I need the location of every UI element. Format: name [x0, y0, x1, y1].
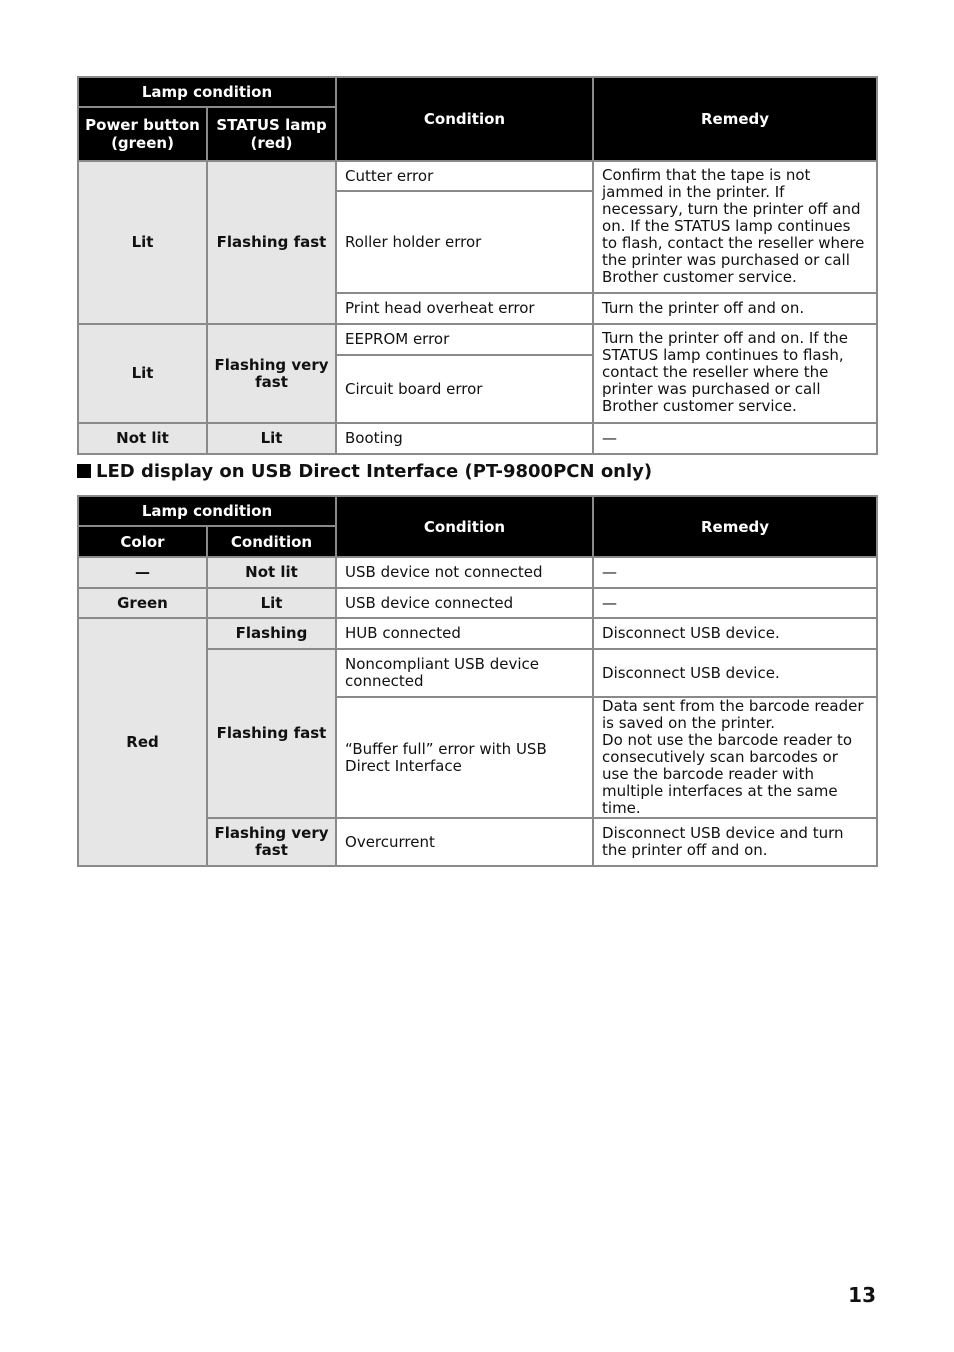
color-cell: Red: [78, 618, 207, 866]
usb-led-table: [77, 495, 878, 867]
section-heading: [77, 460, 652, 484]
remedy-cell: Confirm that the tape is not jammed in the printer. If necessary, turn the printer off and on. If the STATUS lamp continues to flash, contact the reseller where the printer was purchased or call Brother customer service.: [593, 161, 877, 293]
lamp-condition-header: Lamp condition: [78, 496, 336, 526]
remedy-header: Remedy: [593, 496, 877, 557]
remedy-cell: Disconnect USB device and turn the printer off and on.: [593, 818, 877, 866]
remedy-cell: Disconnect USB device.: [593, 618, 877, 649]
color-cell: —: [78, 557, 207, 588]
condition-header: Condition: [336, 77, 593, 161]
table-row: [78, 618, 877, 649]
condition-cell: Circuit board error: [336, 355, 593, 423]
power-lamp-cell: Lit: [78, 161, 207, 324]
condition-cell: Noncompliant USB device connected: [336, 649, 593, 697]
lamp-state-cell: Flashing: [207, 618, 336, 649]
lamp-condition-header: Lamp condition: [78, 77, 336, 107]
condition-cell: USB device not connected: [336, 557, 593, 588]
table-row: [78, 161, 877, 191]
lamp-state-header: Condition: [207, 526, 336, 557]
lamp-state-cell: Not lit: [207, 557, 336, 588]
status-lamp-cell: Lit: [207, 423, 336, 454]
condition-cell: Cutter error: [336, 161, 593, 191]
condition-cell: HUB connected: [336, 618, 593, 649]
table-row: [78, 423, 877, 454]
table-row: [78, 557, 877, 588]
power-lamp-cell: Not lit: [78, 423, 207, 454]
status-lamp-cell: Flashing very fast: [207, 324, 336, 423]
square-bullet-icon: [77, 464, 91, 478]
power-button-header: Power button (green): [78, 107, 207, 161]
status-lamp-cell: Flashing fast: [207, 161, 336, 324]
page-number: 13: [848, 1283, 876, 1307]
remedy-cell: —: [593, 588, 877, 618]
table-row: [78, 588, 877, 618]
color-cell: Green: [78, 588, 207, 618]
condition-cell: Print head overheat error: [336, 293, 593, 324]
remedy-cell: Data sent from the barcode reader is saved on the printer. Do not use the barcode reader to consecutively scan barcodes or use the barcode reader with multiple interfaces at the same time.: [593, 697, 877, 818]
color-header: Color: [78, 526, 207, 557]
remedy-cell: —: [593, 557, 877, 588]
condition-cell: Booting: [336, 423, 593, 454]
section-heading-text: LED display on USB Direct Interface (PT-9800PCN only): [96, 461, 653, 482]
lamp-state-cell: Flashing very fast: [207, 818, 336, 866]
status-lamp-header: STATUS lamp (red): [207, 107, 336, 161]
condition-cell: “Buffer full” error with USB Direct Interface: [336, 697, 593, 818]
condition-cell: EEPROM error: [336, 324, 593, 355]
condition-cell: Roller holder error: [336, 191, 593, 293]
lamp-state-cell: Flashing fast: [207, 649, 336, 818]
remedy-cell: Turn the printer off and on.: [593, 293, 877, 324]
lamp-state-cell: Lit: [207, 588, 336, 618]
remedy-cell: Turn the printer off and on. If the STATUS lamp continues to flash, contact the reseller where the printer was purchased or call Brother customer service.: [593, 324, 877, 423]
condition-header: Condition: [336, 496, 593, 557]
power-lamp-cell: Lit: [78, 324, 207, 423]
lamp-status-table: [77, 76, 878, 455]
remedy-header: Remedy: [593, 77, 877, 161]
remedy-cell: Disconnect USB device.: [593, 649, 877, 697]
condition-cell: Overcurrent: [336, 818, 593, 866]
table-row: [78, 324, 877, 355]
remedy-cell: —: [593, 423, 877, 454]
condition-cell: USB device connected: [336, 588, 593, 618]
